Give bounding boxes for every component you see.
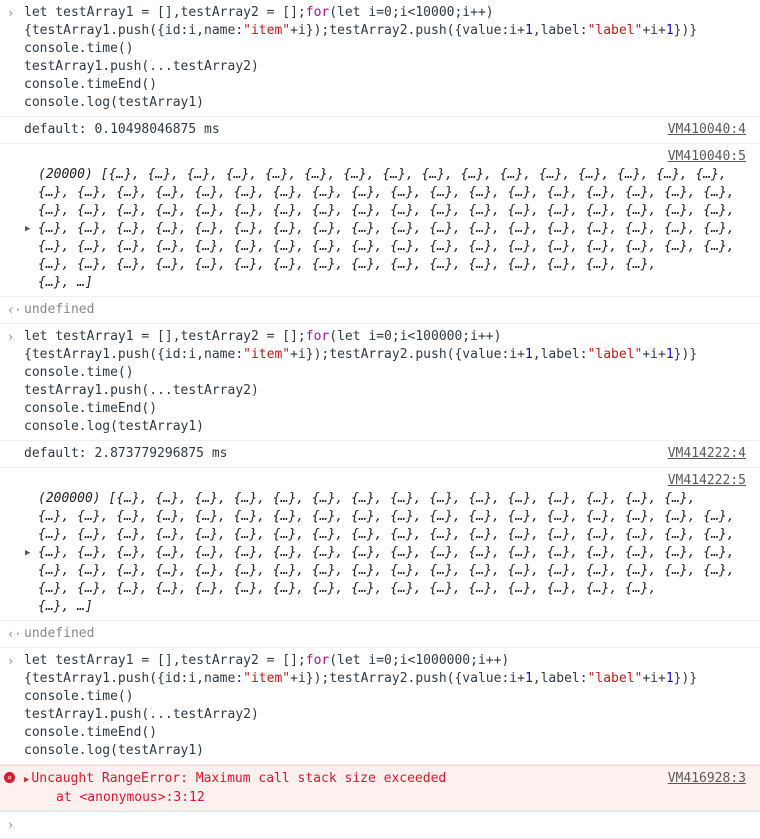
source-link[interactable]: VM410040:4 — [667, 122, 746, 137]
array-line: {…}, {…}, {…}, {…}, {…}, {…}, {…}, {…}, {…}, {…}, {…}, {…}, {…}, {…}, {…}, {…}, {…}, {…}, — [38, 527, 735, 542]
source-link[interactable]: VM416928:3 — [667, 771, 746, 786]
timer-text: default: 2.873779296875 ms — [24, 446, 228, 461]
code-line: let testArray1 = [],testArray2 = [];for(let i=0;i<10000;i++) — [24, 5, 494, 20]
code-line: let testArray1 = [],testArray2 = [];for(let i=0;i<1000000;i++) — [24, 653, 510, 668]
array-line: {…}, {…}, {…}, {…}, {…}, {…}, {…}, {…}, {…}, {…}, {…}, {…}, {…}, {…}, {…}, {…}, {…}, {…}, — [38, 563, 735, 578]
code-line: testArray1.push(...testArray2) — [24, 383, 259, 398]
error-stack: at <anonymous>:3:12 — [56, 790, 205, 805]
expand-triangle-icon[interactable]: ▶ — [25, 224, 31, 234]
code-line: console.timeEnd() — [24, 401, 158, 416]
array-line: (20000) [{…}, {…}, {…}, {…}, {…}, {…}, {…}, {…}, {…}, {…}, {…}, {…}, {…}, {…}, {…}, {…}, — [38, 167, 727, 182]
array-line: {…}, {…}, {…}, {…}, {…}, {…}, {…}, {…}, {…}, {…}, {…}, {…}, {…}, {…}, {…}, {…}, — [38, 581, 657, 596]
array-line: {…}, …] — [38, 275, 93, 290]
code-line: console.log(testArray1) — [24, 419, 205, 434]
code-line: console.time() — [24, 365, 134, 380]
array-line: {…}, {…}, {…}, {…}, {…}, {…}, {…}, {…}, {…}, {…}, {…}, {…}, {…}, {…}, {…}, {…}, {…}, {…}, — [38, 545, 735, 560]
console-input-1[interactable] — [0, 0, 760, 117]
error-message[interactable] — [0, 765, 760, 812]
array-line: {…}, …] — [38, 599, 93, 614]
expand-triangle-icon[interactable]: ▶ — [25, 548, 31, 558]
array-line: {…}, {…}, {…}, {…}, {…}, {…}, {…}, {…}, {…}, {…}, {…}, {…}, {…}, {…}, {…}, {…}, {…}, {…}, — [38, 239, 735, 254]
code-line: testArray1.push(...testArray2) — [24, 707, 259, 722]
code-line: console.log(testArray1) — [24, 95, 205, 110]
error-text: Uncaught RangeError: Maximum call stack size exceeded — [31, 771, 447, 786]
expand-triangle-icon[interactable]: ▶ — [24, 775, 30, 785]
return-arrow-icon: ‹· — [7, 303, 22, 317]
chevron-right-icon: › — [7, 6, 15, 20]
code-line: console.time() — [24, 41, 134, 56]
result-value: undefined — [24, 626, 95, 641]
code-line: testArray1.push(...testArray2) — [24, 59, 259, 74]
code-line: {testArray1.push({id:i,name:"item"+i});testArray2.push({value:i+1,label:"label"+i+1})} — [24, 23, 698, 38]
array-preview[interactable] — [24, 166, 746, 292]
chevron-right-icon: › — [7, 654, 15, 668]
log-output-2 — [0, 468, 760, 621]
source-link[interactable]: VM414222:4 — [667, 446, 746, 461]
chevron-right-icon: › — [7, 330, 15, 344]
console-input-3[interactable] — [0, 648, 760, 765]
result-value: undefined — [24, 302, 95, 317]
source-link[interactable]: VM410040:5 — [667, 149, 746, 164]
array-line: (200000) [{…}, {…}, {…}, {…}, {…}, {…}, {…}, {…}, {…}, {…}, {…}, {…}, {…}, {…}, {…}, — [38, 491, 696, 506]
array-line: {…}, {…}, {…}, {…}, {…}, {…}, {…}, {…}, {…}, {…}, {…}, {…}, {…}, {…}, {…}, {…}, — [38, 257, 657, 272]
timer-text: default: 0.10498046875 ms — [24, 122, 220, 137]
code-line: console.log(testArray1) — [24, 743, 205, 758]
log-output-1 — [0, 144, 760, 297]
code-line: {testArray1.push({id:i,name:"item"+i});testArray2.push({value:i+1,label:"label"+i+1})} — [24, 347, 698, 362]
array-line: {…}, {…}, {…}, {…}, {…}, {…}, {…}, {…}, {…}, {…}, {…}, {…}, {…}, {…}, {…}, {…}, {…}, {…}, — [38, 509, 735, 524]
result-output-1 — [0, 297, 760, 324]
timer-output-2 — [0, 441, 760, 468]
code-line: let testArray1 = [],testArray2 = [];for(let i=0;i<100000;i++) — [24, 329, 502, 344]
code-line: console.timeEnd() — [24, 77, 158, 92]
code-line: console.time() — [24, 689, 134, 704]
source-link[interactable]: VM414222:5 — [667, 473, 746, 488]
result-output-2 — [0, 621, 760, 648]
chevron-right-icon: › — [7, 818, 15, 832]
error-icon: ✕ — [4, 772, 15, 783]
code-line: {testArray1.push({id:i,name:"item"+i});testArray2.push({value:i+1,label:"label"+i+1})} — [24, 671, 698, 686]
array-line: {…}, {…}, {…}, {…}, {…}, {…}, {…}, {…}, {…}, {…}, {…}, {…}, {…}, {…}, {…}, {…}, {…}, {…}, — [38, 221, 735, 236]
array-line: {…}, {…}, {…}, {…}, {…}, {…}, {…}, {…}, {…}, {…}, {…}, {…}, {…}, {…}, {…}, {…}, {…}, {…}, — [38, 185, 735, 200]
code-line: console.timeEnd() — [24, 725, 158, 740]
array-preview[interactable] — [24, 490, 746, 616]
return-arrow-icon: ‹· — [7, 627, 22, 641]
timer-output-1 — [0, 117, 760, 144]
console-prompt[interactable] — [0, 812, 760, 839]
array-line: {…}, {…}, {…}, {…}, {…}, {…}, {…}, {…}, {…}, {…}, {…}, {…}, {…}, {…}, {…}, {…}, {…}, {…}, — [38, 203, 735, 218]
console-input-2[interactable] — [0, 324, 760, 441]
